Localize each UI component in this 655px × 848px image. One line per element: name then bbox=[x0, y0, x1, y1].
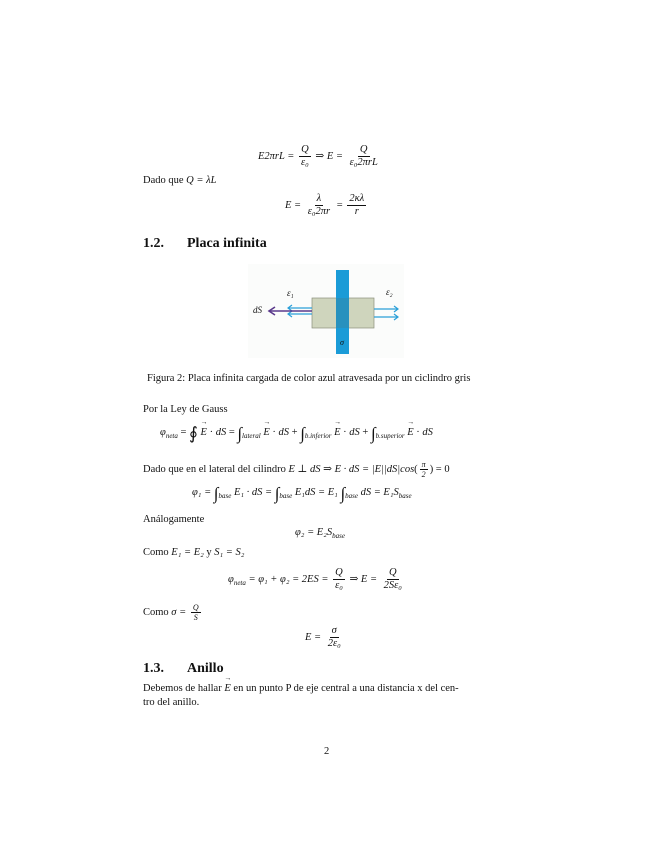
figure-infinite-plate bbox=[248, 264, 404, 358]
label-sigma: σ bbox=[340, 338, 344, 347]
eq2-fraction-2: $\frac{2\kappa\lambda}{r}$ bbox=[349, 193, 365, 218]
paragraph-line-2: tro del anillo. bbox=[143, 697, 200, 708]
eq1-fraction-2: $\frac{Q}{\text{ε₀2πrL}}$ bbox=[349, 144, 378, 169]
contour-integral: ∮ bbox=[189, 424, 198, 443]
ley-gauss-text: Por la Ley de Gauss bbox=[143, 404, 228, 415]
figure-caption: Figura 2: Placa infinita cargada de color azul atravesada por un ciclindro gris bbox=[147, 373, 471, 384]
section-heading-1-3 bbox=[143, 661, 224, 677]
lateral-line: Dado que en el lateral del cilindro E ⊥ dS ⇒ E · dS = |E||dS|cos( $\frac{\pi}{2}$ ) = 0 bbox=[143, 460, 450, 480]
equation-gauss-flux: $\varphi_{neta}$ = ∮ → E · dS = $\int_{lateral} \to E$ · dS + $\int_{b.inferior} \to E$ · dS + $\int_{b.superior} \to E$ · dS bbox=[160, 424, 433, 444]
equation-phi2: $\varphi_2 = E_2S_{base}$ bbox=[295, 527, 345, 540]
equation-lambda bbox=[285, 193, 368, 218]
slab-overlap bbox=[336, 298, 349, 328]
eq1-arrow: ⇒ bbox=[315, 150, 325, 162]
como-line-2: Como σ = $\frac{Q}{S}$ bbox=[143, 603, 199, 623]
como-line-1: Como E₁ = E₂ y S₁ = S₂ bbox=[143, 547, 245, 558]
eq1-lhs: E2πrL = bbox=[258, 150, 295, 162]
section-title: Anillo bbox=[187, 661, 224, 676]
paragraph-line-1: Debemos de hallar → E en un punto P de eje central a una distancia x del cen- bbox=[143, 683, 459, 694]
eq2-E: E = bbox=[285, 199, 302, 211]
section-heading-1-2 bbox=[143, 236, 267, 252]
eq2-fraction-1: $\frac{\lambda}{\text{ε₀2πr}}$ bbox=[307, 193, 331, 218]
eq2-equals: = bbox=[336, 199, 343, 211]
equation-plate-field: E = $\frac{\sigma}{\text{2ε₀}}$ bbox=[305, 625, 341, 650]
section-number: 1.2. bbox=[143, 236, 164, 251]
label-epsilon-1: ε₁ bbox=[287, 288, 294, 298]
equation-phi-neta-result: $\varphi_{neta} = \varphi_1 + \varphi_2 = 2ES$ = $\frac{Q}{\text{ε₀}}$ ⇒ E = $\frac{Q}{\text{2Sε₀}}$ bbox=[228, 567, 402, 592]
equation-gauss-cylinder bbox=[258, 144, 382, 169]
label-epsilon-2: ε₂ bbox=[386, 287, 393, 297]
eq1-fraction-1: $\frac{Q}{\text{ε₀}}$ bbox=[301, 144, 309, 169]
label-ds: dS bbox=[253, 305, 262, 315]
analogamente-text: Análogamente bbox=[143, 514, 205, 525]
dado-que-line bbox=[143, 175, 216, 186]
page-number: 2 bbox=[324, 746, 330, 757]
section-title: Placa infinita bbox=[187, 236, 267, 251]
eq1-E: E = bbox=[326, 150, 343, 162]
dado-que-text: Dado que bbox=[143, 175, 184, 186]
q-lambda-math: Q = λL bbox=[186, 175, 217, 186]
section-number: 1.3. bbox=[143, 661, 164, 676]
equation-phi1: $\varphi_1 = \int_{base}$ E₁ · dS = $\int_{base}$ E₁dS = E₁ $\int_{base}$ dS = $E_1S_{base}$ bbox=[192, 484, 412, 503]
